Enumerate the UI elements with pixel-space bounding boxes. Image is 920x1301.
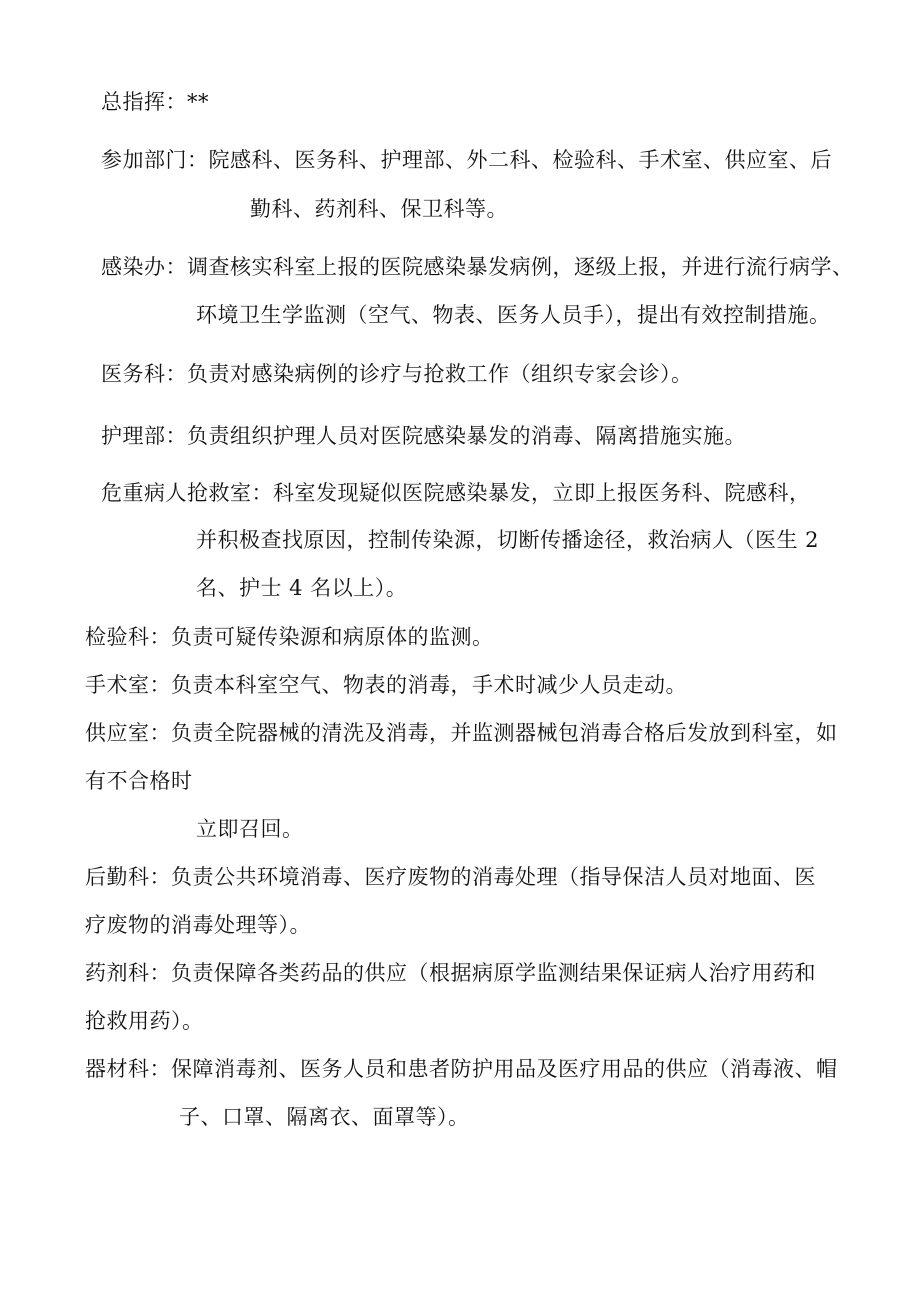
supply-room-line-1: 供应室：负责全院器械的清洗及消毒，并监测器械包消毒合格后发放到科室，如	[85, 721, 838, 745]
infection-office-line-1: 感染办：调查核实科室上报的医院感染暴发病例，逐级上报，并进行流行病学、	[101, 255, 854, 279]
departments-line-2: 勤科、药剂科、保卫科等。	[250, 197, 508, 221]
infection-office-line-2: 环境卫生学监测（空气、物表、医务人员手），提出有效控制措施。	[196, 303, 831, 327]
supply-room-line-2: 有不合格时	[85, 769, 193, 793]
logistics-line-1: 后勤科：负责公共环境消毒、医疗废物的消毒处理（指导保洁人员对地面、医	[85, 865, 816, 889]
equipment-line-1: 器材科：保障消毒剂、医务人员和患者防护用品及医疗用品的供应（消毒液、帽	[85, 1057, 838, 1081]
operating-room-line: 手术室：负责本科室空气、物表的消毒，手术时减少人员走动。	[85, 673, 687, 697]
emergency-room-line-3: 名、护士 4 名以上）。	[196, 576, 408, 600]
nursing-line: 护理部：负责组织护理人员对医院感染暴发的消毒、隔离措施实施。	[101, 424, 746, 448]
laboratory-line: 检验科：负责可疑传染源和病原体的监测。	[85, 625, 494, 649]
emergency-room-line-1: 危重病人抢救室：科室发现疑似医院感染暴发，立即上报医务科、院感科，	[101, 481, 811, 505]
departments-line-1: 参加部门：院感科、医务科、护理部、外二科、检验科、手术室、供应室、后	[101, 148, 832, 172]
commander-line: 总指挥：**	[101, 90, 209, 114]
equipment-line-2: 子、口罩、隔离衣、面罩等）。	[179, 1105, 470, 1129]
pharmacy-line-1: 药剂科：负责保障各类药品的供应（根据病原学监测结果保证病人治疗用药和	[85, 961, 816, 985]
pharmacy-line-2: 抢救用药）。	[85, 1009, 204, 1033]
logistics-line-2: 疗废物的消毒处理等）。	[85, 913, 311, 937]
medical-affairs-line: 医务科：负责对感染病例的诊疗与抢救工作（组织专家会诊）。	[101, 362, 693, 386]
emergency-room-line-2: 并积极查找原因，控制传染源，切断传播途径，救治病人（医生 2	[196, 528, 820, 552]
supply-room-line-3: 立即召回。	[196, 817, 304, 841]
